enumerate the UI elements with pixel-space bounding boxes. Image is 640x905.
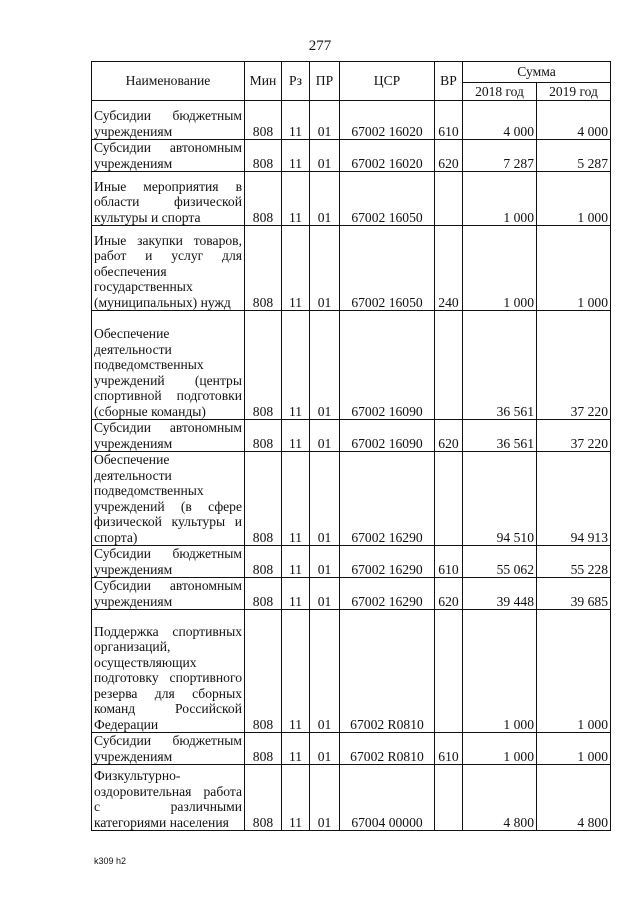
header-year-2018: 2018 год bbox=[463, 83, 537, 101]
cell-sum-2018: 4 800 bbox=[463, 765, 537, 831]
cell-pr: 01 bbox=[310, 452, 340, 546]
cell-vr bbox=[435, 452, 463, 546]
cell-vr: 240 bbox=[435, 226, 463, 311]
cell-name: Физкультурно-оздоровительная работа с различными категориями населения bbox=[92, 765, 245, 831]
cell-min: 808 bbox=[245, 733, 282, 765]
cell-csr: 67002 16290 bbox=[340, 546, 435, 578]
cell-vr: 620 bbox=[435, 420, 463, 452]
table-body bbox=[92, 101, 611, 831]
cell-min: 808 bbox=[245, 765, 282, 831]
header-min: Мин bbox=[245, 62, 282, 101]
cell-pr: 01 bbox=[310, 765, 340, 831]
cell-vr: 610 bbox=[435, 546, 463, 578]
cell-csr: 67002 16050 bbox=[340, 172, 435, 226]
cell-vr: 610 bbox=[435, 101, 463, 140]
cell-sum-2018: 36 561 bbox=[463, 311, 537, 420]
cell-pr: 01 bbox=[310, 172, 340, 226]
cell-name: Субсидии бюджетным учреждениям bbox=[92, 733, 245, 765]
cell-sum-2019: 55 228 bbox=[537, 546, 611, 578]
cell-min: 808 bbox=[245, 172, 282, 226]
cell-name: Поддержка спортивных организаций, осуществляющих подготовку спортивного резерва для сборных команд Российской Федерации bbox=[92, 610, 245, 733]
cell-rz: 11 bbox=[282, 140, 310, 172]
table-row bbox=[92, 226, 611, 311]
cell-csr: 67002 R0810 bbox=[340, 733, 435, 765]
page-number: 277 bbox=[308, 38, 332, 54]
cell-name: Субсидии бюджетным учреждениям bbox=[92, 546, 245, 578]
cell-csr: 67002 16290 bbox=[340, 452, 435, 546]
cell-rz: 11 bbox=[282, 452, 310, 546]
cell-min: 808 bbox=[245, 578, 282, 610]
cell-min: 808 bbox=[245, 610, 282, 733]
cell-sum-2019: 94 913 bbox=[537, 452, 611, 546]
table-row bbox=[92, 578, 611, 610]
cell-csr: 67002 16020 bbox=[340, 101, 435, 140]
header-rz: Рз bbox=[282, 62, 310, 101]
cell-pr: 01 bbox=[310, 311, 340, 420]
table-row bbox=[92, 610, 611, 733]
cell-sum-2018: 4 000 bbox=[463, 101, 537, 140]
cell-vr: 620 bbox=[435, 140, 463, 172]
cell-min: 808 bbox=[245, 101, 282, 140]
table-row bbox=[92, 765, 611, 831]
table-row bbox=[92, 140, 611, 172]
cell-name: Иные мероприятия в области физической культуры и спорта bbox=[92, 172, 245, 226]
cell-name: Обеспечение деятельности подведомственных учреждений (в сфере физической культуры и спорта) bbox=[92, 452, 245, 546]
cell-sum-2019: 37 220 bbox=[537, 420, 611, 452]
cell-sum-2018: 55 062 bbox=[463, 546, 537, 578]
cell-rz: 11 bbox=[282, 311, 310, 420]
cell-sum-2019: 4 000 bbox=[537, 101, 611, 140]
cell-pr: 01 bbox=[310, 101, 340, 140]
footer-code: k309 h2 bbox=[94, 856, 127, 866]
cell-pr: 01 bbox=[310, 733, 340, 765]
cell-sum-2019: 1 000 bbox=[537, 226, 611, 311]
table-row bbox=[92, 101, 611, 140]
cell-sum-2018: 7 287 bbox=[463, 140, 537, 172]
cell-vr bbox=[435, 172, 463, 226]
cell-pr: 01 bbox=[310, 610, 340, 733]
cell-name: Субсидии автономным учреждениям bbox=[92, 420, 245, 452]
cell-csr: 67002 16050 bbox=[340, 226, 435, 311]
cell-rz: 11 bbox=[282, 101, 310, 140]
cell-rz: 11 bbox=[282, 578, 310, 610]
cell-pr: 01 bbox=[310, 578, 340, 610]
table-row bbox=[92, 420, 611, 452]
cell-rz: 11 bbox=[282, 226, 310, 311]
cell-csr: 67002 R0810 bbox=[340, 610, 435, 733]
header-sum: Сумма bbox=[463, 62, 611, 83]
cell-sum-2018: 39 448 bbox=[463, 578, 537, 610]
cell-sum-2018: 1 000 bbox=[463, 610, 537, 733]
cell-rz: 11 bbox=[282, 546, 310, 578]
cell-rz: 11 bbox=[282, 765, 310, 831]
cell-csr: 67002 16090 bbox=[340, 311, 435, 420]
cell-csr: 67002 16290 bbox=[340, 578, 435, 610]
cell-pr: 01 bbox=[310, 546, 340, 578]
cell-name: Обеспечение деятельности подведомственных учреждений (центры спортивной подготовки (сборные команды) bbox=[92, 311, 245, 420]
cell-sum-2019: 4 800 bbox=[537, 765, 611, 831]
cell-sum-2019: 39 685 bbox=[537, 578, 611, 610]
cell-sum-2018: 36 561 bbox=[463, 420, 537, 452]
cell-name: Субсидии автономным учреждениям bbox=[92, 140, 245, 172]
cell-sum-2018: 1 000 bbox=[463, 172, 537, 226]
cell-csr: 67002 16020 bbox=[340, 140, 435, 172]
cell-vr bbox=[435, 311, 463, 420]
table-row bbox=[92, 733, 611, 765]
cell-name: Субсидии автономным учреждениям bbox=[92, 578, 245, 610]
cell-sum-2019: 1 000 bbox=[537, 610, 611, 733]
cell-vr bbox=[435, 610, 463, 733]
header-csr: ЦСР bbox=[340, 62, 435, 101]
cell-pr: 01 bbox=[310, 140, 340, 172]
table-row bbox=[92, 311, 611, 420]
table-row bbox=[92, 452, 611, 546]
cell-min: 808 bbox=[245, 452, 282, 546]
header-year-2019: 2019 год bbox=[537, 83, 611, 101]
cell-rz: 11 bbox=[282, 610, 310, 733]
cell-rz: 11 bbox=[282, 172, 310, 226]
cell-sum-2019: 37 220 bbox=[537, 311, 611, 420]
cell-sum-2019: 1 000 bbox=[537, 172, 611, 226]
cell-pr: 01 bbox=[310, 226, 340, 311]
cell-min: 808 bbox=[245, 140, 282, 172]
cell-name: Субсидии бюджетным учреждениям bbox=[92, 101, 245, 140]
cell-vr bbox=[435, 765, 463, 831]
cell-vr: 610 bbox=[435, 733, 463, 765]
header-pr: ПР bbox=[310, 62, 340, 101]
cell-sum-2019: 5 287 bbox=[537, 140, 611, 172]
cell-sum-2019: 1 000 bbox=[537, 733, 611, 765]
cell-sum-2018: 94 510 bbox=[463, 452, 537, 546]
cell-min: 808 bbox=[245, 311, 282, 420]
table-row bbox=[92, 546, 611, 578]
cell-csr: 67004 00000 bbox=[340, 765, 435, 831]
cell-min: 808 bbox=[245, 420, 282, 452]
cell-min: 808 bbox=[245, 226, 282, 311]
cell-sum-2018: 1 000 bbox=[463, 733, 537, 765]
header-name: Наименование bbox=[92, 62, 245, 101]
cell-rz: 11 bbox=[282, 733, 310, 765]
cell-pr: 01 bbox=[310, 420, 340, 452]
cell-min: 808 bbox=[245, 546, 282, 578]
table-row bbox=[92, 172, 611, 226]
header-vr: ВР bbox=[435, 62, 463, 101]
cell-name: Иные закупки товаров, работ и услуг для обеспечения государственных (муниципальных) нужд bbox=[92, 226, 245, 311]
cell-rz: 11 bbox=[282, 420, 310, 452]
cell-vr: 620 bbox=[435, 578, 463, 610]
budget-table bbox=[91, 61, 611, 831]
cell-sum-2018: 1 000 bbox=[463, 226, 537, 311]
cell-csr: 67002 16090 bbox=[340, 420, 435, 452]
